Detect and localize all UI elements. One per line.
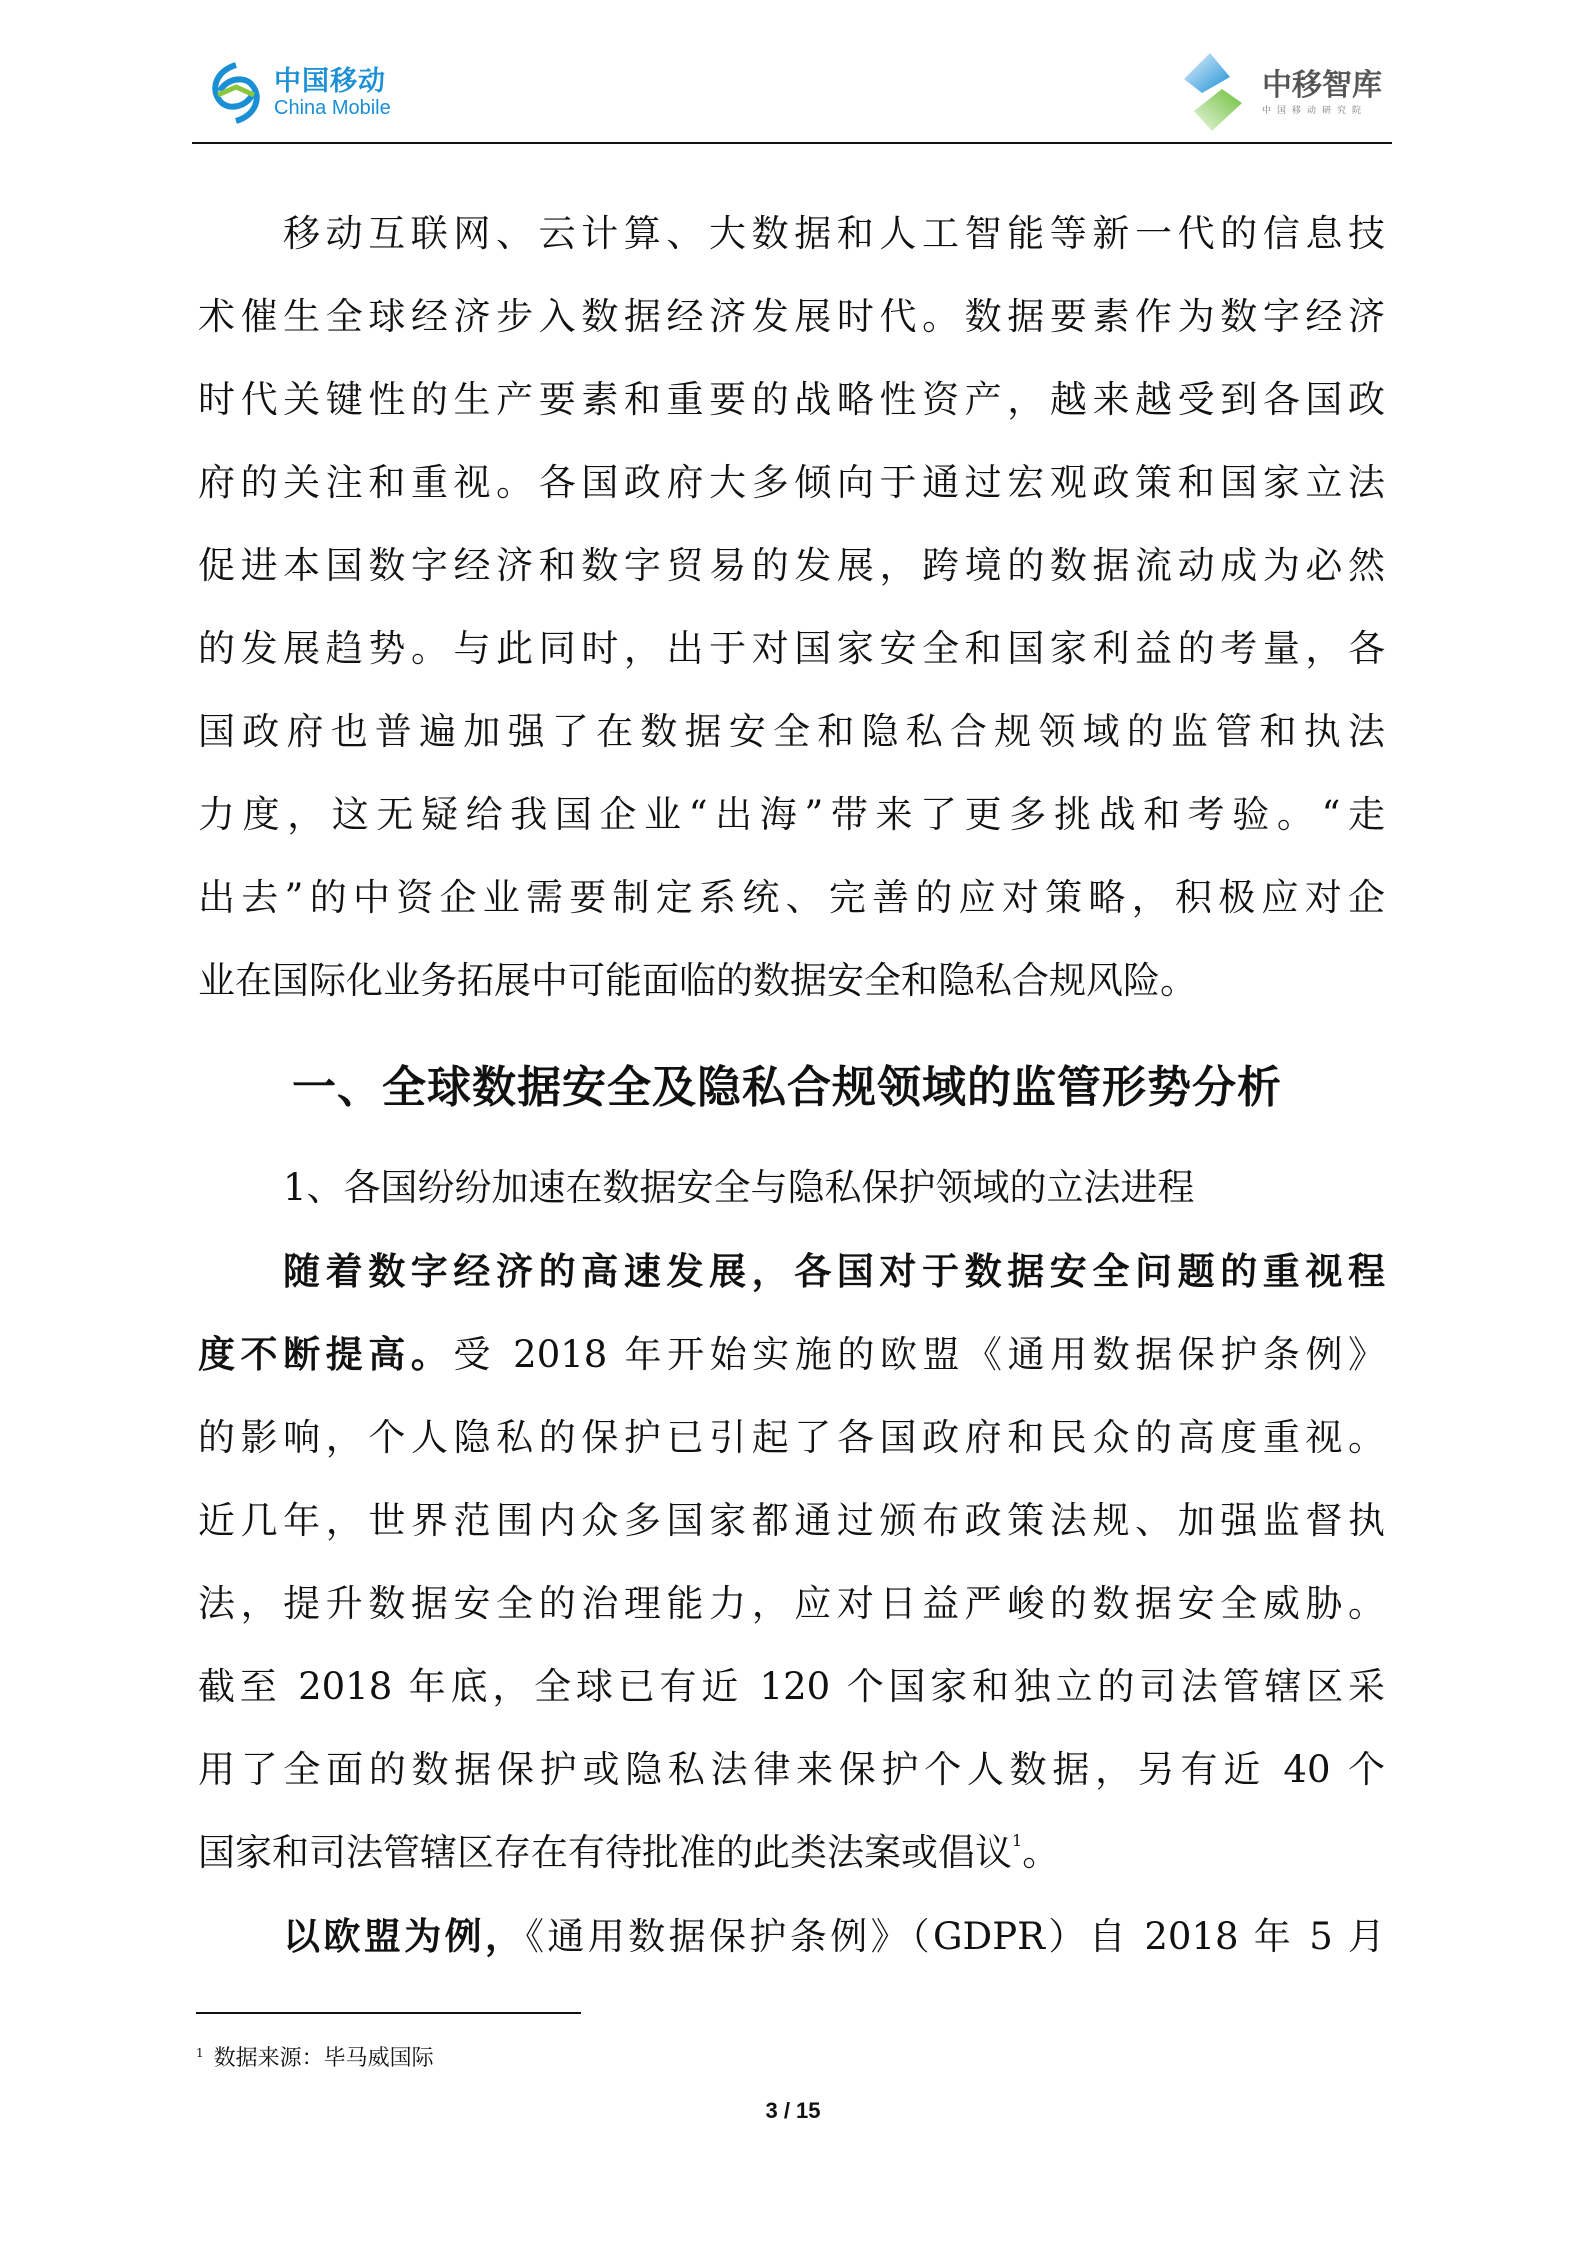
text-segment: 业在国际化业务拓展中可能面临的数据安全和隐私合规风险。 [198,959,1197,1002]
text-segment: 促进本国数字经济和数字贸易的发展，跨境的数据流动成为必然 [198,544,1385,587]
text-segment: 受 2018 年开始实施的欧盟《通用数据保护条例》 [453,1333,1386,1376]
text-line [198,275,1385,358]
text-line [283,1230,1385,1313]
text-line [198,690,1385,773]
text-line [198,1562,1385,1645]
text-line [283,1895,1385,1978]
text-segment: 移动互联网、云计算、大数据和人工智能等新一代的信息技 [283,212,1385,255]
section-heading: 一、全球数据安全及隐私合规领域的监管形势分析 [292,1062,1282,1113]
cmri-emblem-icon [1172,49,1252,135]
footnote-reference: 1 [1012,1831,1023,1850]
text-segment: 力度，这无疑给我国企业“出海”带来了更多挑战和考验。“走 [198,793,1385,836]
text-segment: 时代关键性的生产要素和重要的战略性资产，越来越受到各国政 [198,378,1385,421]
text-segment: 的影响，个人隐私的保护已引起了各国政府和民众的高度重视。 [198,1416,1385,1459]
text-segment: 法，提升数据安全的治理能力，应对日益严峻的数据安全威胁。 [198,1582,1385,1625]
header-divider [192,142,1392,144]
text-line [198,1811,1385,1894]
cmri-think-tank-logo [1172,48,1382,136]
text-line [198,607,1385,690]
china-mobile-emblem-icon [206,61,266,125]
text-segment: 国政府也普遍加强了在数据安全和隐私合规领域的监管和执法 [198,710,1385,753]
text-segment: 的发展趋势。与此同时，出于对国家安全和国家利益的考量，各 [198,627,1385,670]
text-segment: 用了全面的数据保护或隐私法律来保护个人数据，另有近 40 个 [198,1748,1385,1791]
china-mobile-logo [206,58,391,128]
text-line [283,1146,1385,1229]
footnote-mark: 1 [196,2046,204,2060]
text-line [198,773,1385,856]
text-segment: 截至 2018 年底，全球已有近 120 个国家和独立的司法管辖区采 [198,1665,1385,1708]
cmri-logo-sub: 中国移动研究院 [1262,105,1368,116]
china-mobile-logo-en: China Mobile [274,97,391,119]
text-line [198,1396,1385,1479]
text-line [198,1313,1385,1396]
text-line [198,441,1385,524]
text-segment: 出去”的中资企业需要制定系统、完善的应对策略，积极应对企 [198,876,1385,919]
text-segment: 。 [1022,1831,1060,1874]
text-line [198,1728,1385,1811]
text-line [198,939,1385,1022]
bold-text: 度不断提高。 [198,1332,454,1376]
cmri-logo-cn: 中移智库 [1262,67,1382,103]
footnote-divider [196,2012,581,2014]
bold-text: 以欧盟为例， [283,1914,526,1958]
text-segment: 府的关注和重视。各国政府大多倾向于通过宏观政策和国家立法 [198,461,1385,504]
page-number: 3 / 15 [765,2098,821,2123]
text-segment: 近几年，世界范围内众多国家都通过颁布政策法规、加强监督执 [198,1499,1385,1542]
china-mobile-logo-cn: 中国移动 [274,66,386,97]
bold-text: 随着数字经济的高速发展，各国对于数据安全问题的重视程 [283,1249,1385,1293]
text-line [198,1645,1385,1728]
text-segment: 国家和司法管辖区存在有待批准的此类法案或倡议 [198,1831,1012,1874]
text-line [198,358,1385,441]
text-segment: 1、各国纷纷加速在数据安全与隐私保护领域的立法进程 [283,1166,1195,1209]
text-line [198,1479,1385,1562]
text-line [198,524,1385,607]
text-segment: 《通用数据保护条例》（GDPR）自 2018 年 5 月 [525,1915,1385,1958]
footnote [196,2044,434,2074]
footnote-text: 数据来源：毕马威国际 [213,2046,434,2071]
text-segment: 术催生全球经济步入数据经济发展时代。数据要素作为数字经济 [198,295,1385,338]
text-line [283,192,1385,275]
text-line [198,856,1385,939]
